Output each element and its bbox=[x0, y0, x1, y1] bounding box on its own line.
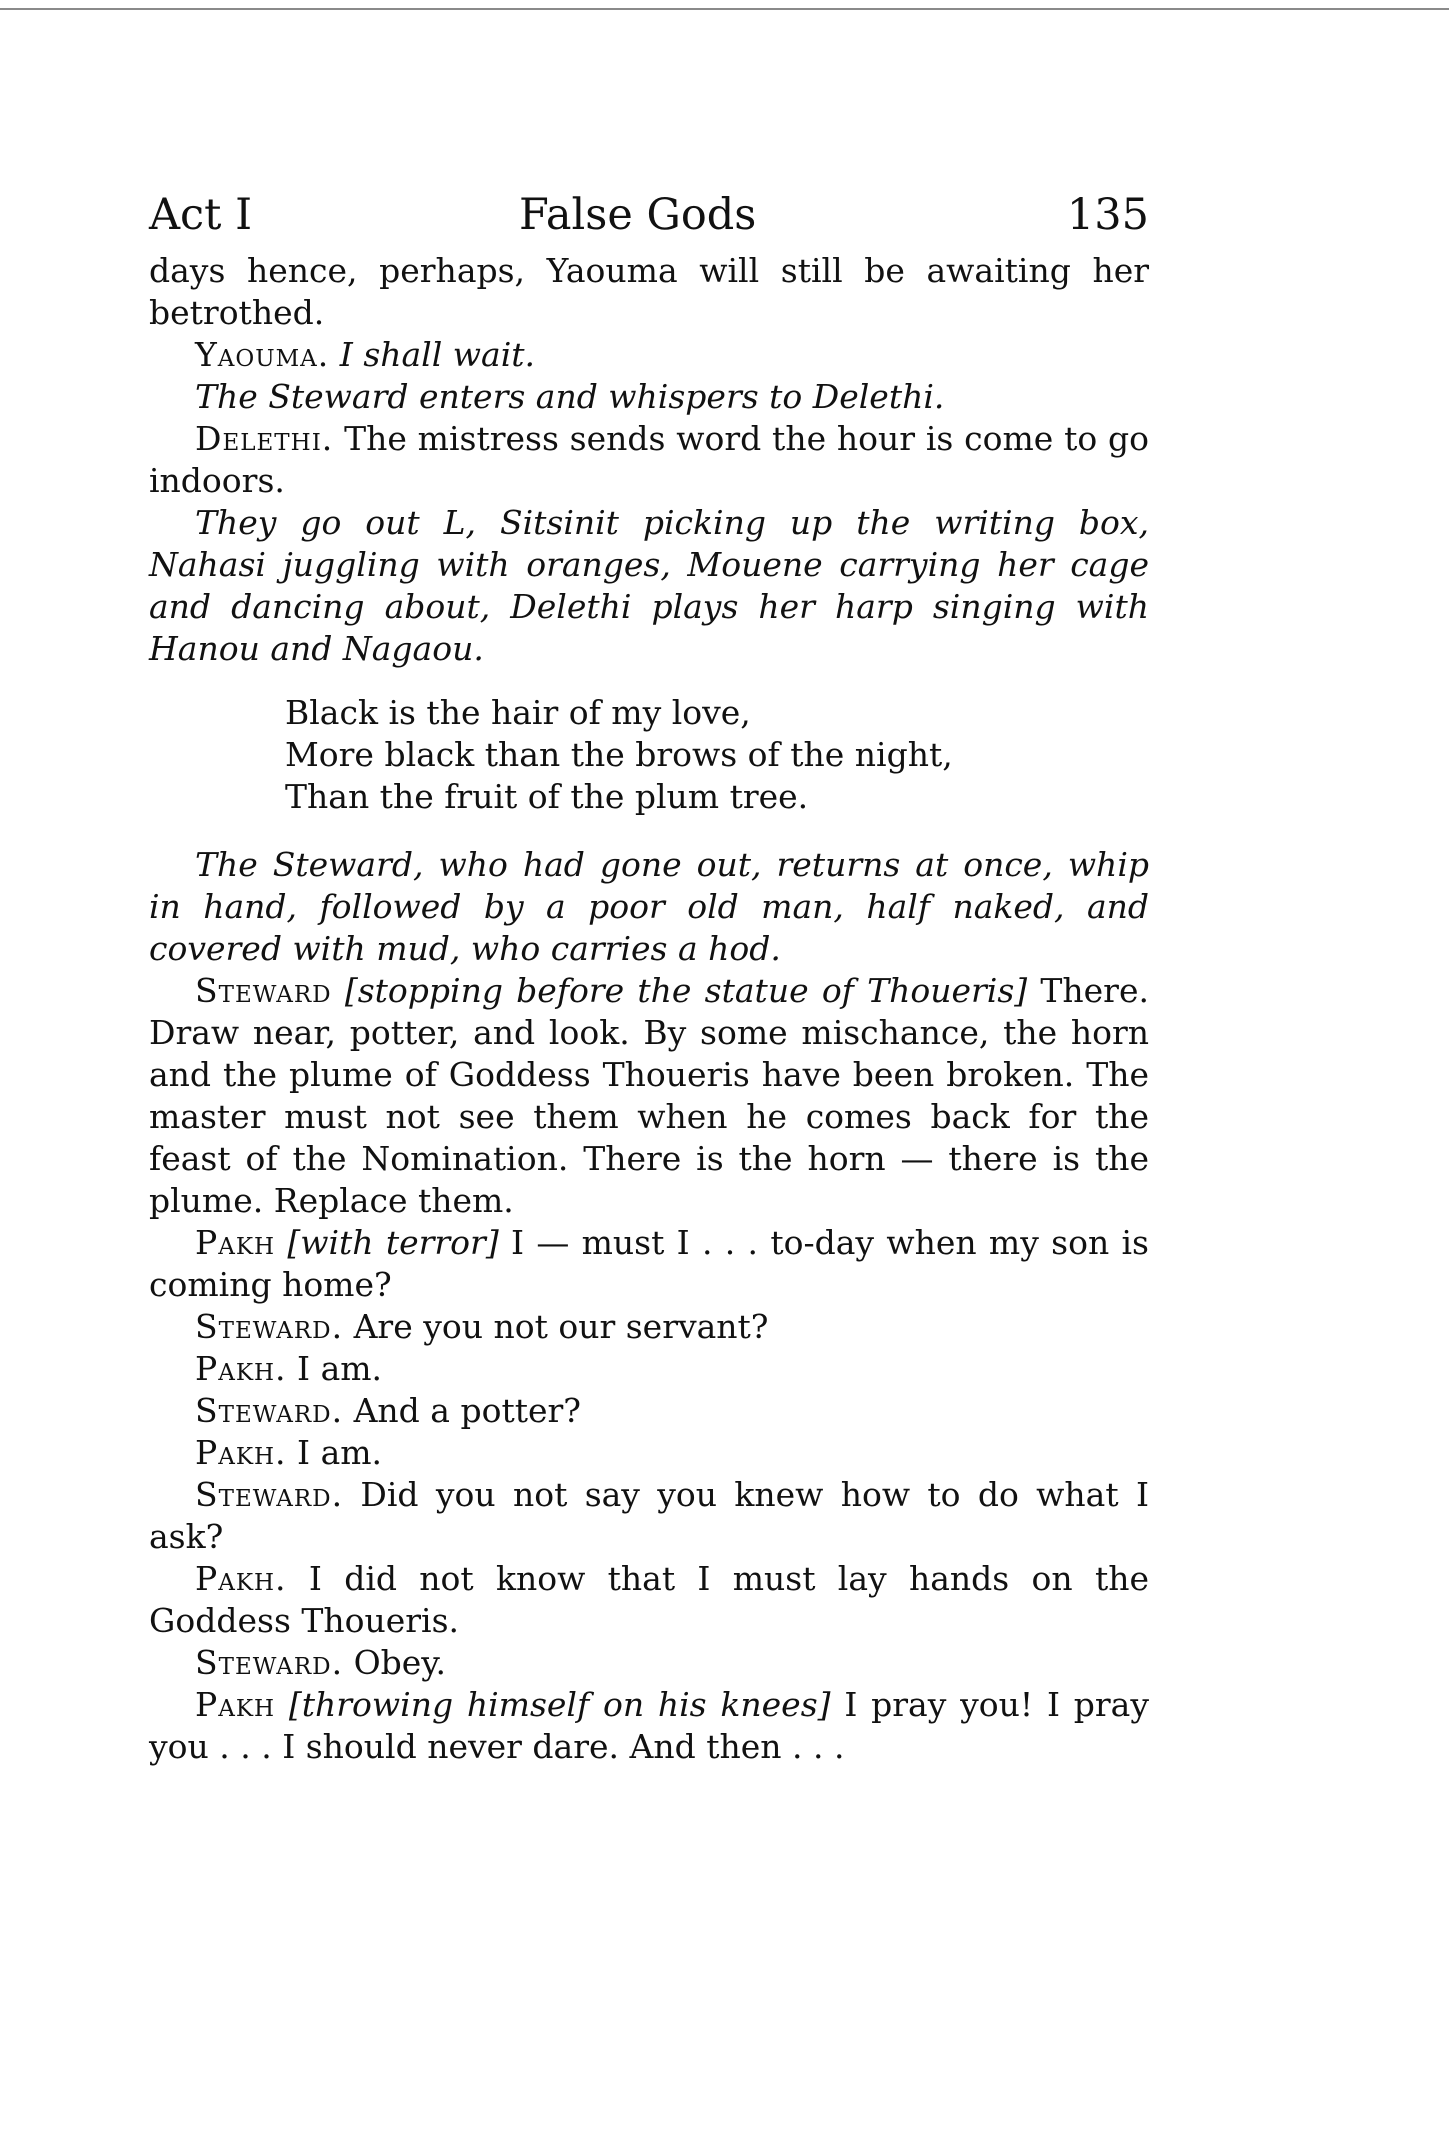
dialogue-text: There. Draw near, potter, and look. By some mischance, the horn and the plume of Goddess Thoueris have been broken. The master must not see them when he comes back for the feast of the Nomination. There is the horn — there is the plume. Replace them. bbox=[149, 971, 1149, 1220]
speaker-name: Steward bbox=[195, 971, 332, 1010]
speaker-name: Pakh bbox=[195, 1685, 276, 1724]
inline-direction: [stopping before the statue of Thoueris] bbox=[344, 971, 1028, 1010]
dialogue-text: I am. bbox=[297, 1349, 383, 1388]
speaker-name: Yaouma. bbox=[195, 335, 330, 374]
stage-direction: They go out L, Sitsinit picking up the writing box, Nahasi juggling with oranges, Mouene carrying her cage and dancing about, Delethi plays her harp singing with Hanou and Nagaou. bbox=[149, 503, 1149, 668]
speaker-name: Steward. bbox=[195, 1475, 344, 1514]
verse-line: More black than the brows of the night, bbox=[285, 735, 953, 774]
dialogue-line bbox=[149, 1306, 1149, 1348]
dialogue-line bbox=[149, 1474, 1149, 1558]
paragraph: days hence, perhaps, Yaouma will still be awaiting her betrothed. bbox=[149, 251, 1149, 332]
speaker-name: Steward. bbox=[195, 1307, 344, 1346]
stage-direction: The Steward enters and whispers to Delethi. bbox=[195, 377, 945, 416]
dialogue-line bbox=[149, 1432, 1149, 1474]
dialogue-line bbox=[149, 334, 1149, 376]
verse-line: Black is the hair of my love, bbox=[285, 693, 751, 732]
dialogue-text: I — must I . . . to-day when my son is coming home? bbox=[149, 1223, 1149, 1304]
dialogue-text: I pray you! I pray you . . . I should never dare. And then . . . bbox=[149, 1685, 1149, 1766]
dialogue-text: And a potter? bbox=[353, 1391, 581, 1430]
inline-direction: [throwing himself on his knees] bbox=[288, 1685, 831, 1724]
speaker-name: Steward. bbox=[195, 1391, 344, 1430]
dialogue-text: I shall wait. bbox=[339, 335, 536, 374]
dialogue-text: The mistress sends word the hour is come to go indoors. bbox=[149, 419, 1149, 500]
speaker-name: Pakh. bbox=[195, 1349, 287, 1388]
dialogue-text: I am. bbox=[297, 1433, 383, 1472]
dialogue-line bbox=[149, 1348, 1149, 1390]
dialogue-line bbox=[149, 1684, 1149, 1768]
dialogue-text: Are you not our servant? bbox=[353, 1307, 769, 1346]
inline-direction: [with terror] bbox=[287, 1223, 499, 1262]
page-number: 135 bbox=[1066, 190, 1149, 240]
speaker-name: Pakh. bbox=[195, 1433, 287, 1472]
speaker-name: Pakh. bbox=[195, 1559, 287, 1598]
dialogue-text: Obey. bbox=[353, 1643, 447, 1682]
dialogue-line bbox=[149, 1642, 1149, 1684]
dialogue-line bbox=[149, 970, 1149, 1222]
speaker-name: Delethi. bbox=[195, 419, 334, 458]
dialogue-line bbox=[149, 1558, 1149, 1642]
running-head bbox=[149, 180, 1149, 250]
dialogue-line bbox=[149, 418, 1149, 502]
running-head-act: Act I bbox=[149, 190, 253, 240]
dialogue-line bbox=[149, 1390, 1149, 1432]
book-page bbox=[149, 180, 1149, 1768]
speaker-name: Steward. bbox=[195, 1643, 344, 1682]
song-verse bbox=[285, 692, 1149, 818]
speaker-name: Pakh bbox=[195, 1223, 276, 1262]
top-rule bbox=[0, 8, 1449, 10]
running-head-title: False Gods bbox=[519, 190, 757, 240]
page-text bbox=[149, 250, 1149, 1768]
dialogue-text: I did not know that I must lay hands on the Goddess Thoueris. bbox=[149, 1559, 1149, 1640]
dialogue-text: Did you not say you knew how to do what I ask? bbox=[149, 1475, 1149, 1556]
stage-direction: The Steward, who had gone out, returns at once, whip in hand, followed by a poor old man, half naked, and covered with mud, who carries a hod. bbox=[149, 845, 1149, 968]
dialogue-line bbox=[149, 1222, 1149, 1306]
verse-line: Than the fruit of the plum tree. bbox=[285, 777, 809, 816]
